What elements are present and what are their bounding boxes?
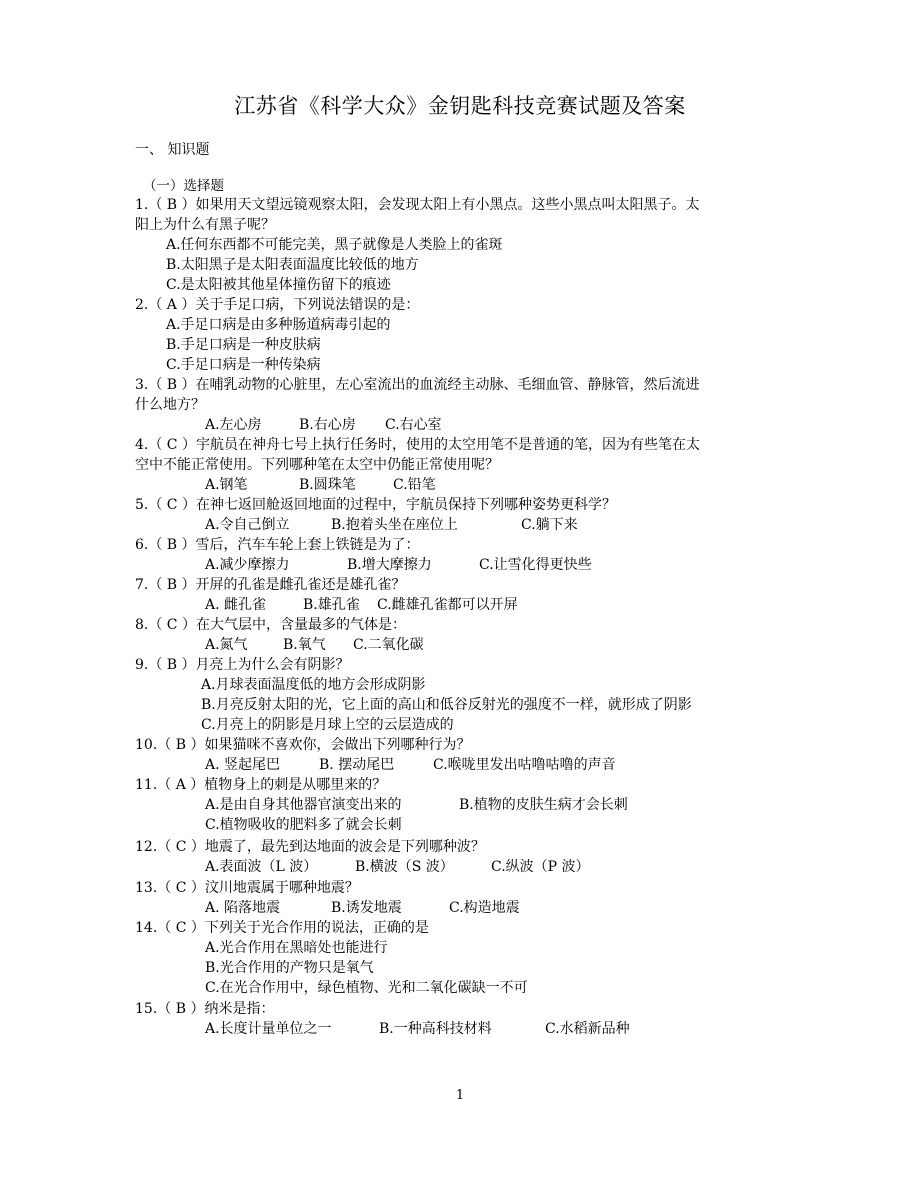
q11-option-a: A.是由自身其他器官演变出来的 — [205, 797, 402, 813]
question-1: 1.（ B ）如果用天文望远镜观察太阳，会发现太阳上有小黑点。这些小黑点叫太阳黑子。太 — [135, 197, 700, 213]
question-10: 10.（ B ）如果猫咪不喜欢你，会做出下列哪种行为？ — [135, 737, 471, 753]
section-heading: 一、 知识题 — [135, 142, 210, 158]
q14-option-a: A.光合作用在黑暗处也能进行 — [205, 940, 388, 956]
q7-options — [205, 595, 518, 615]
q8-options — [205, 635, 424, 655]
q11-option-b: B.植物的皮肤生病才会长刺 — [459, 797, 628, 813]
q1-option-b: B.太阳黑子是太阳表面温度比较低的地方 — [166, 257, 419, 273]
q14-option-c: C.在光合作用中，绿色植物、光和二氧化碳缺一不可 — [205, 980, 528, 996]
q1-option-a: A.任何东西都不可能完美，黑子就像是人类脸上的雀斑 — [166, 237, 503, 253]
q15-option-b: B.一种高科技材料 — [379, 1021, 492, 1037]
question-2: 2.（ A ）关于手足口病，下列说法错误的是： — [135, 297, 420, 313]
q8-option-b: B.氧气 — [283, 637, 326, 653]
q15-option-c: C.水稻新品种 — [545, 1021, 630, 1037]
subsection-heading: （一）选择题 — [143, 178, 224, 194]
q4-options — [205, 475, 436, 495]
q15-option-a: A.长度计量单位之一 — [205, 1021, 332, 1037]
q7-option-a: A. 雌孔雀 — [205, 597, 267, 613]
q4-option-c: C.铅笔 — [393, 477, 436, 493]
q11-option-c: C.植物吸收的肥料多了就会长刺 — [205, 817, 402, 833]
question-14: 14.（ C ）下列关于光合作用的说法，正确的是 — [135, 920, 429, 936]
q10-options — [205, 755, 616, 775]
question-6: 6.（ B ）雪后，汽车车轮上套上铁链是为了： — [135, 537, 420, 553]
q10-option-c: C.喉咙里发出咕噜咕噜的声音 — [433, 757, 616, 773]
question-11: 11.（ A ）植物身上的刺是从哪里来的？ — [135, 777, 387, 793]
q12-option-a: A.表面波（L 波） — [205, 859, 318, 875]
q8-option-c: C.二氧化碳 — [353, 637, 424, 653]
question-12: 12.（ C ）地震了，最先到达地面的波会是下列哪种波？ — [135, 839, 485, 855]
q1-option-c: C.是太阳被其他星体撞伤留下的痕迹 — [166, 277, 391, 293]
q6-option-c: C.让雪化得更快些 — [479, 557, 592, 573]
question-3-cont: 什么地方？ — [135, 397, 205, 413]
question-4: 4.（ C ）宇航员在神舟七号上执行任务时，使用的太空用笔不是普通的笔，因为有些笔在太 — [135, 437, 700, 453]
q2-option-a: A.手足口病是由多种肠道病毒引起的 — [166, 317, 391, 333]
q14-option-b: B.光合作用的产物只是氧气 — [205, 960, 374, 976]
q6-options — [205, 555, 592, 575]
q9-option-a: A.月球表面温度低的地方会形成阴影 — [201, 677, 426, 693]
question-3: 3.（ B ）在哺乳动物的心脏里，左心室流出的血流经主动脉、毛细血管、静脉管，然后流进 — [135, 377, 700, 393]
q6-option-a: A.减少摩擦力 — [205, 557, 290, 573]
q9-option-b: B.月亮反射太阳的光，它上面的高山和低谷反射光的强度不一样，就形成了阴影 — [201, 697, 692, 713]
q13-option-c: C.构造地震 — [449, 900, 520, 916]
q5-option-a: A.令自己倒立 — [205, 517, 290, 533]
question-7: 7.（ B ）开屏的孔雀是雌孔雀还是雄孔雀？ — [135, 577, 406, 593]
q12-option-c: C.纵波（P 波） — [491, 859, 590, 875]
question-4-cont: 空中不能正常使用。下列哪种笔在太空中仍能正常使用呢？ — [135, 457, 499, 473]
q4-option-b: B.圆珠笔 — [299, 477, 356, 493]
q2-option-b: B.手足口病是一种皮肤病 — [166, 337, 321, 353]
q7-option-c: C.雌雄孔雀都可以开屏 — [377, 597, 518, 613]
question-8: 8.（ C ）在大气层中，含量最多的气体是： — [135, 617, 406, 633]
q2-option-c: C.手足口病是一种传染病 — [166, 357, 321, 373]
question-5: 5.（ C ）在神七返回舱返回地面的过程中，宇航员保持下列哪种姿势更科学？ — [135, 497, 616, 513]
q12-option-b: B.横波（S 波） — [355, 859, 454, 875]
q12-options — [205, 857, 590, 877]
q15-options — [205, 1019, 630, 1039]
q7-option-b: B.雄孔雀 — [303, 597, 360, 613]
q4-option-a: A.钢笔 — [205, 477, 248, 493]
q9-option-c: C.月亮上的阴影是月球上空的云层造成的 — [201, 717, 454, 733]
q3-options — [205, 415, 442, 435]
q5-options — [205, 515, 578, 535]
q3-option-b: B.右心房 — [299, 417, 356, 433]
q3-option-a: A.左心房 — [205, 417, 262, 433]
q13-option-b: B.诱发地震 — [331, 900, 402, 916]
q3-option-c: C.右心室 — [385, 417, 442, 433]
q10-option-a: A. 竖起尾巴 — [205, 757, 281, 773]
q13-option-a: A. 陷落地震 — [205, 900, 281, 916]
question-9: 9.（ B ）月亮上为什么会有阴影？ — [135, 657, 350, 673]
q11-options — [205, 795, 628, 815]
question-1-cont: 阳上为什么有黑子呢？ — [135, 217, 275, 233]
question-13: 13.（ C ）汶川地震属于哪种地震？ — [135, 880, 359, 896]
q10-option-b: B. 摆动尾巴 — [319, 757, 395, 773]
q5-option-c: C.躺下来 — [521, 517, 578, 533]
q5-option-b: B.抱着头坐在座位上 — [331, 517, 458, 533]
q13-options — [205, 898, 520, 918]
page-number: 1 — [455, 1088, 465, 1103]
q8-option-a: A.氮气 — [205, 637, 248, 653]
q6-option-b: B.增大摩擦力 — [347, 557, 432, 573]
page-title: 江苏省《科学大众》金钥匙科技竞赛试题及答案 — [234, 94, 686, 118]
question-15: 15.（ B ）纳米是指： — [135, 1001, 275, 1017]
